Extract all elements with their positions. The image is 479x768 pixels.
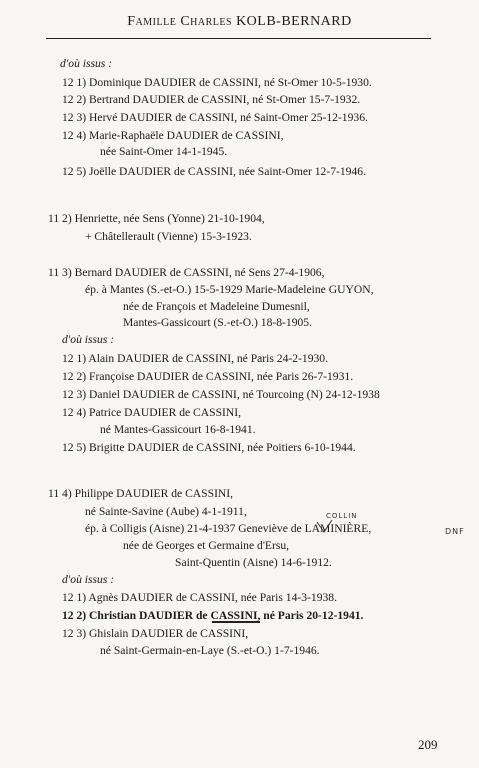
spouse-birth-line: Mantes-Gassicourt (S.-et-O.) 18-8-1905. (123, 316, 312, 329)
child-entry: 12 2) Christian DAUDIER de CASSINI, né Paris 20-12-1941. (62, 609, 364, 622)
handwritten-margin-note: DNF (445, 527, 465, 536)
child-entry: 12 1) Alain DAUDIER de CASSINI, né Paris 24-2-1930. (62, 352, 328, 365)
page-header (0, 14, 479, 30)
sibling-entry: 11 3) Bernard DAUDIER de CASSINI, né Sens 27-4-1906, (48, 266, 325, 279)
child-entry: 12 4) Patrice DAUDIER de CASSINI, (62, 406, 242, 419)
child-entry: 12 2) Françoise DAUDIER de CASSINI, née Paris 26-7-1931. (62, 370, 354, 383)
end-rule (212, 621, 260, 623)
spouse-parents-line: née de François et Madeleine Dumesnil, (123, 300, 310, 313)
child-entry-continuation: né Mantes-Gassicourt 16-8-1941. (100, 423, 256, 436)
sibling-entry: 11 4) Philippe DAUDIER de CASSINI, (48, 487, 234, 500)
sibling-entry-continuation: + Châtellerault (Vienne) 15-3-1923. (85, 230, 252, 243)
child-entry-continuation: née Saint-Omer 14-1-1945. (100, 145, 228, 158)
child-entry: 12 2) Bertrand DAUDIER de CASSINI, né St-Omer 15-7-1932. (62, 93, 361, 106)
spouse-birth-line: Saint-Quentin (Aisne) 14-6-1912. (175, 556, 332, 569)
sibling-entry: 11 2) Henriette, née Sens (Yonne) 21-10-1904, (48, 212, 265, 225)
child-entry: 12 5) Brigitte DAUDIER de CASSINI, née Poitiers 6-10-1944. (62, 441, 356, 454)
spouse-parents-line: née de Georges et Germaine d'Ersu, (123, 539, 290, 552)
child-entry: 12 5) Joëlle DAUDIER de CASSINI, née Saint-Omer 12-7-1946. (62, 165, 366, 178)
header-family-name: KOLB-BERNARD (236, 14, 352, 29)
child-entry: 12 1) Dominique DAUDIER de CASSINI, né St-Omer 10-5-1930. (62, 76, 372, 89)
birth-line: né Sainte-Savine (Aube) 4-1-1911, (85, 505, 247, 518)
page-number: 209 (418, 737, 438, 752)
child-entry: 12 3) Daniel DAUDIER de CASSINI, né Tourcoing (N) 24-12-1938 (62, 388, 380, 401)
handwritten-annotation: COLLIN (326, 512, 358, 520)
marriage-line: ép. à Mantes (S.-et-O.) 15-5-1929 Marie-Madeleine GUYON, (85, 283, 374, 296)
handwritten-check-mark (315, 518, 335, 536)
issue-heading: d'où issus : (60, 57, 113, 70)
header-rule (46, 38, 431, 39)
marriage-line: ép. à Colligis (Aisne) 21-4-1937 Geneviève de LAMINIÈRE, (85, 522, 372, 535)
issue-heading: d'où issus : (62, 573, 115, 586)
header-prefix: Famille Charles (127, 14, 233, 29)
issue-heading: d'où issus : (62, 333, 115, 346)
child-entry: 12 3) Hervé DAUDIER de CASSINI, né Saint-Omer 25-12-1936. (62, 111, 368, 124)
child-entry: 12 4) Marie-Raphaële DAUDIER de CASSINI, (62, 129, 284, 142)
child-entry-continuation: né Saint-Germain-en-Laye (S.-et-O.) 1-7-1946. (100, 644, 320, 657)
child-entry: 12 3) Ghislain DAUDIER de CASSINI, (62, 627, 249, 640)
child-entry: 12 1) Agnès DAUDIER de CASSINI, née Paris 14-3-1938. (62, 591, 338, 604)
